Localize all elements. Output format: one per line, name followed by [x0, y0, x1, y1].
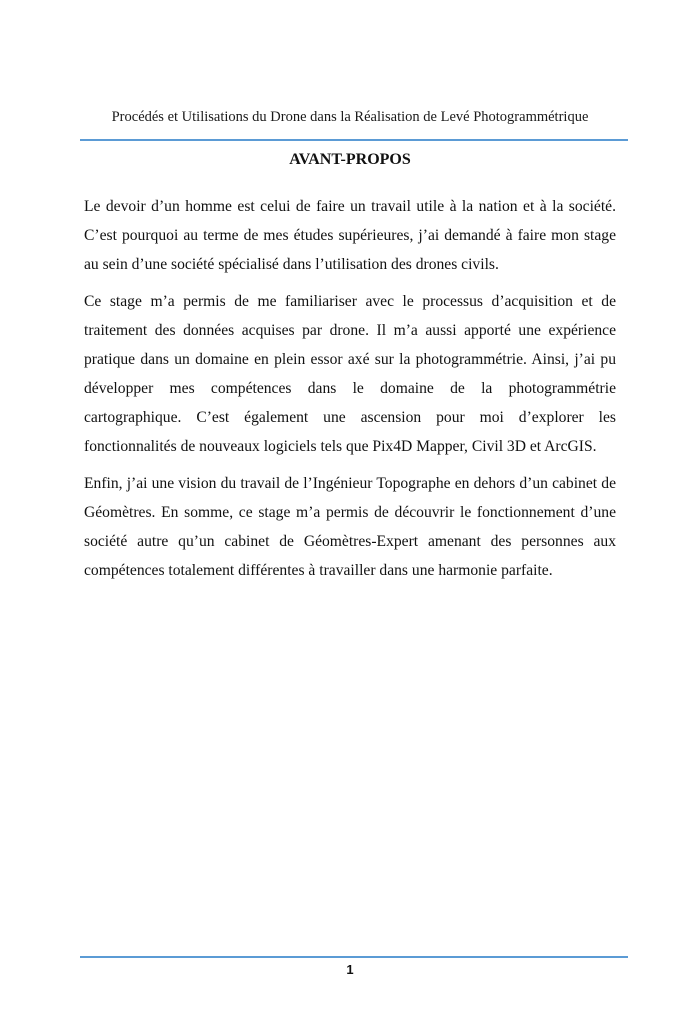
header-rule	[80, 139, 628, 141]
paragraph-3: Enfin, j’ai une vision du travail de l’Ingénieur Topographe en dehors d’un cabinet de Géomètres. En somme, ce stage m’a permis de découvrir le fonctionnement d’une société autre qu’un cabinet de Géomètres-Expert amenant des personnes aux compétences totalement différentes à travailler dans une harmonie parfaite.	[84, 475, 616, 579]
paragraph-2: Ce stage m’a permis de me familiariser avec le processus d’acquisition et de traitement des données acquises par drone. Il m’a aussi apporté une expérience pratique dans un domaine en plein essor axé sur la photogrammétrie. Ainsi, j’ai pu développer mes compétences dans le domaine de la photogrammétrie cartographique. C’est également une ascension pour moi d’explorer les fonctionnalités de nouveaux logiciels tels que Pix4D Mapper, Civil 3D et ArcGIS.	[84, 293, 616, 455]
body-text	[84, 192, 616, 593]
footer-rule	[80, 956, 628, 958]
running-header: Procédés et Utilisations du Drone dans la Réalisation de Levé Photogrammétrique	[111, 109, 589, 125]
page-number: 1	[346, 962, 354, 977]
paragraph-1: Le devoir d’un homme est celui de faire un travail utile à la nation et à la société. C’est pourquoi au terme de mes études supérieures, j’ai demandé à faire mon stage au sein d’une société spécialisé dans l’utilisation des drones civils.	[84, 198, 616, 273]
section-title: AVANT-PROPOS	[289, 151, 411, 168]
